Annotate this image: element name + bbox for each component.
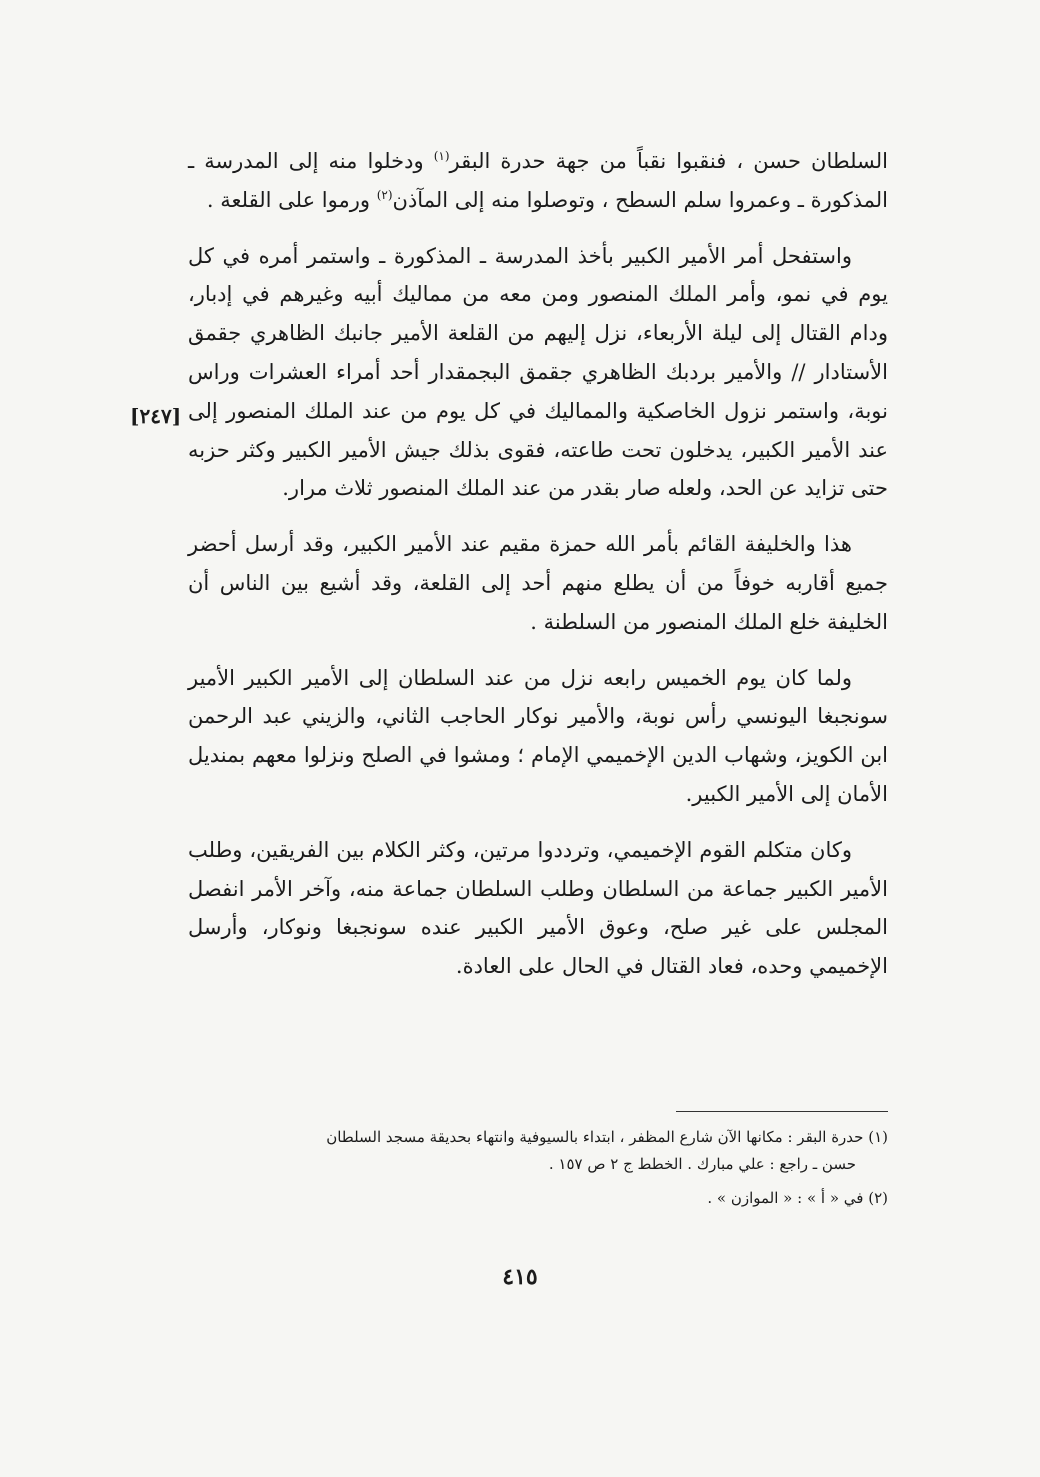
footnote-1-line-1: (١) حدرة البقر : مكانها الآن شارع المظفر ، ابتداء بالسيوفية وانتهاء بحديقة مسجد السلطان bbox=[326, 1128, 888, 1146]
paragraph-2: واستفحل أمر الأمير الكبير بأخذ المدرسة ـ المذكورة ـ واستمر أمره في كل يوم في نمو، وأمر الملك المنصور ومن معه من مماليك أبيه وغيرهم في إدبار، ودام القتال إلى ليلة الأربعاء، نزل إليهم من القلعة الأمير جانبك الظاهري جقمق الأستادار // والأمير بردبك الظاهري جقمق البجمقدار أحد أمراء العشرات وراس نوبة، واستمر نزول الخاصكية والمماليك في كل يوم من عند الملك المنصور إلى عند الأمير الكبير، يدخلون تحت طاعته، فقوى بذلك جيش الأمير الكبير وكثر حزبه حتى تزايد عن الحد، ولعله صار بقدر من عند الملك المنصور ثلاث مرار. bbox=[188, 243, 888, 501]
main-text bbox=[188, 142, 888, 986]
footnote-2: (٢) في « أ » : « الموازن » . bbox=[707, 1189, 888, 1207]
paragraph-1: السلطان حسن ، فنقبوا نقباً من جهة حدرة البقر$^{(١)}$ ودخلوا منه إلى المدرسة ـ المذكورة ـ وعمروا سلم السطح ، وتوصلوا منه إلى المآذن$^{(٢)}$ ورموا على القلعة . bbox=[188, 149, 888, 212]
folio-reference: [٢٤٧] bbox=[130, 404, 182, 428]
paragraph-5: وكان متكلم القوم الإخميمي، وترددوا مرتين، وكثر الكلام بين الفريقين، وطلب الأمير الكبير جماعة من السلطان وطلب السلطان جماعة منه، وآخر الأمر انفصل المجلس على غير صلح، وعوق الأمير الكبير عنده سونجبغا ونوكار، وأرسل الإخميمي وحده، فعاد القتال في الحال على العادة. bbox=[188, 837, 888, 979]
footnote-divider bbox=[676, 1111, 888, 1112]
paragraph-4: ولما كان يوم الخميس رابعه نزل من عند السلطان إلى الأمير الكبير الأمير سونجبغا اليونسي رأس نوبة، والأمير نوكار الحاجب الثاني، والزيني عبد الرحمن ابن الكويز، وشهاب الدين الإخميمي الإمام ؛ ومشوا في الصلح ونزلوا معهم بمنديل الأمان إلى الأمير الكبير. bbox=[188, 665, 888, 806]
paragraph-3: هذا والخليفة القائم بأمر الله حمزة مقيم عند الأمير الكبير، وقد أرسل أحضر جميع أقاربه خوفاً من أن يطلع منهم أحد إلى القلعة، وقد أشيع بين الناس أن الخليفة خلع الملك المنصور من السلطنة . bbox=[188, 532, 888, 634]
page-number: ٤١٥ bbox=[502, 1264, 538, 1290]
footnote-1 bbox=[188, 1124, 888, 1178]
footnotes bbox=[188, 1124, 888, 1212]
footnote-1-line-2: حسن ـ راجع : علي مبارك . الخطط ج ٢ ص ١٥٧ . bbox=[548, 1155, 856, 1173]
